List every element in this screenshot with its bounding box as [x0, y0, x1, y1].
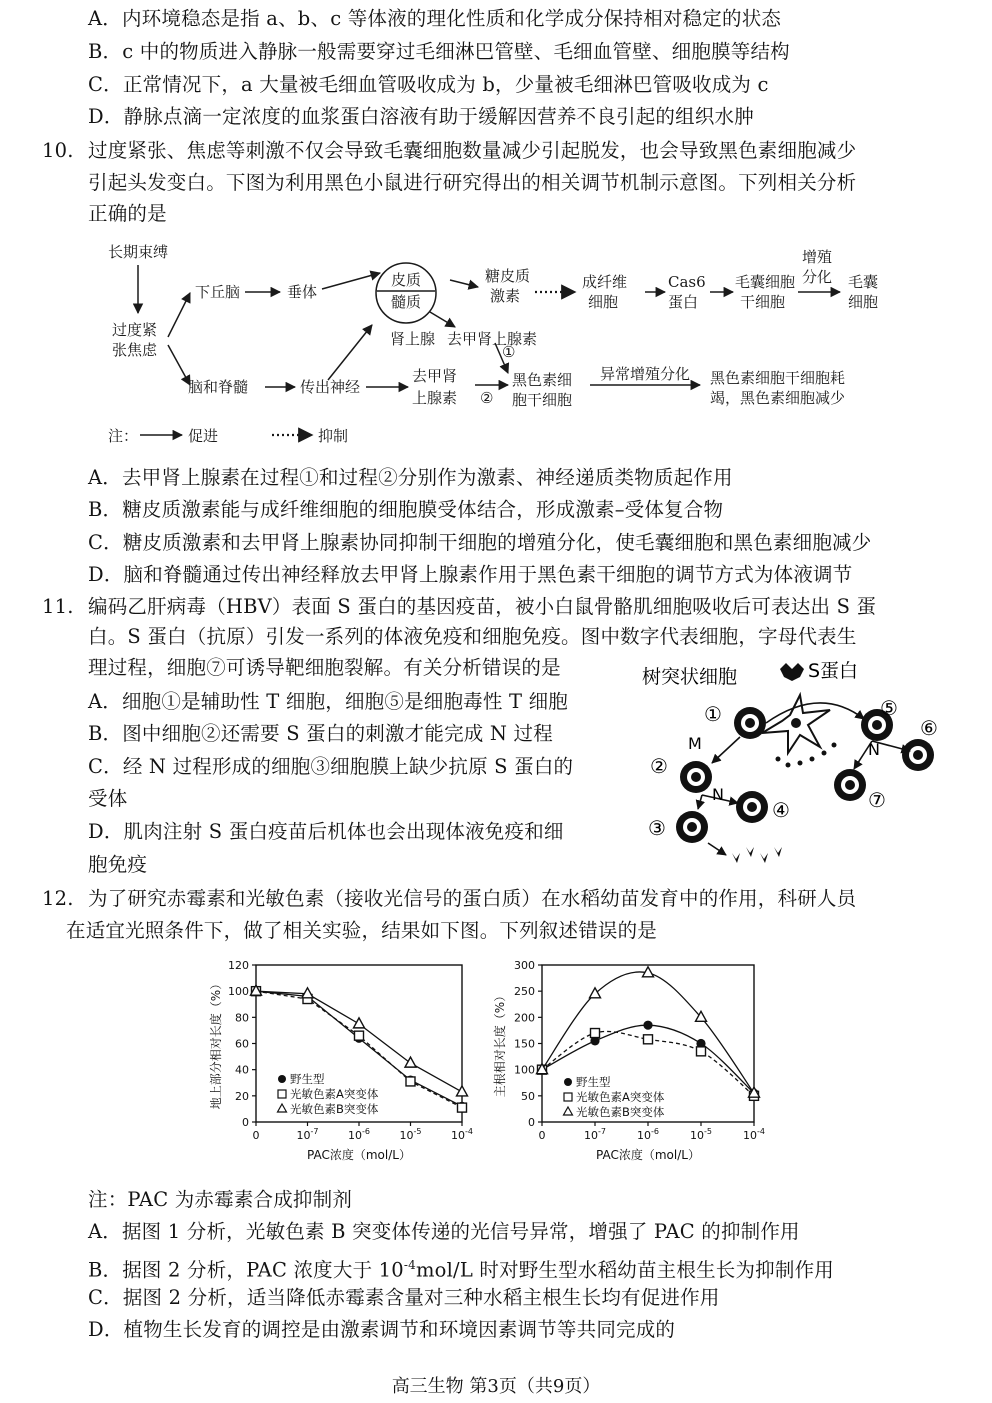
legend-marker-mutant-a — [278, 1090, 286, 1098]
legend-promote: 促进 — [188, 427, 219, 445]
q12-option-b-pre: B．据图 2 分析，PAC 浓度大于 10 — [88, 1258, 404, 1282]
cell-1-label: ① — [704, 702, 722, 726]
node-hair-2: 细胞 — [848, 293, 879, 311]
node-marker-1: ① — [502, 343, 516, 361]
y-tick-label: 300 — [514, 959, 535, 972]
node-fibroblast-2: 细胞 — [588, 293, 619, 311]
y-tick-label: 100 — [514, 1063, 535, 1077]
y-tick-label: 0 — [242, 1116, 249, 1129]
x-axis-label: PAC浓度（mol/L） — [596, 1148, 700, 1162]
q9-option-c: C．正常情况下，a 大量被毛细血管吸收成为 b，少量被毛细淋巴管吸收成为 c — [88, 73, 769, 96]
legend-label: 野生型 — [290, 1072, 325, 1086]
x-tick-label: $10^{-7}$ — [584, 1127, 606, 1142]
node-msc-2: 胞干细胞 — [512, 391, 573, 409]
node-hair-1: 毛囊 — [848, 273, 879, 291]
q10-stem-line1: 过度紧张、焦虑等刺激不仅会导致毛囊细胞数量减少引起脱发，也会导致黑色素细胞减少 — [88, 139, 857, 162]
q9-option-a: A．内环境稳态是指 a、b、c 等体液的理化性质和化学成分保持相对稳定的状态 — [88, 7, 782, 30]
legend-marker-mutant-a — [564, 1093, 572, 1101]
node-abnormal: 异常增殖分化 — [600, 365, 691, 383]
node-cas6-2: 蛋白 — [668, 293, 699, 311]
cell-2-label: ② — [650, 754, 668, 778]
node-fibroblast-1: 成纤维 — [582, 273, 628, 291]
q11-stem-line2: 白。S 蛋白（抗原）引发一系列的体液免疫和细胞免疫。图中数字代表细胞，字母代表生 — [88, 625, 857, 648]
q10-stem-line3: 正确的是 — [88, 202, 167, 225]
x-tick-label: $10^{-6}$ — [637, 1127, 659, 1142]
process-n-label-2: N — [868, 740, 880, 759]
q11-option-d-line1: D．肌肉注射 S 蛋白疫苗后机体也会出现体液免疫和细 — [88, 820, 564, 843]
cell-6 — [902, 739, 934, 771]
node-msc-1: 黑色素细 — [512, 371, 573, 389]
q10-option-d: D．脑和脊髓通过传出神经释放去甲肾上腺素作用于黑色素干细胞的调节方式为体液调节 — [88, 563, 853, 586]
data-point-mutant-a — [406, 1077, 415, 1086]
q11-option-b: B．图中细胞②还需要 S 蛋白的刺激才能完成 N 过程 — [88, 722, 553, 745]
q11-option-c-line1: C．经 N 过程形成的细胞③细胞膜上缺少抗原 S 蛋白的 — [88, 755, 574, 778]
x-tick-label: $10^{-4}$ — [451, 1127, 473, 1142]
q9-option-b: B．c 中的物质进入静脉一般需要穿过毛细淋巴管壁、毛细血管壁、细胞膜等结构 — [88, 40, 790, 63]
cell-1 — [734, 707, 766, 739]
legend-label: 野生型 — [576, 1075, 611, 1089]
node-nerve: 传出神经 — [300, 378, 361, 396]
q12-stem-line1: 为了研究赤霉素和光敏色素（接收光信号的蛋白质）在水稻幼苗发育中的作用，科研人员 — [88, 887, 857, 910]
x-tick-label: $10^{-7}$ — [296, 1127, 319, 1142]
data-point-wild — [643, 1021, 652, 1030]
legend-marker-mutant-b — [564, 1107, 573, 1115]
y-tick-label: 60 — [235, 1037, 249, 1051]
cell-3-label: ③ — [648, 816, 666, 840]
legend-marker-wild — [278, 1075, 286, 1083]
y-tick-label: 250 — [514, 985, 535, 999]
data-point-mutant-b — [354, 1018, 365, 1028]
q10-option-b: B．糖皮质激素能与成纤维细胞的细胞膜受体结合，形成激素–受体复合物 — [88, 498, 724, 521]
data-point-mutant-b — [590, 988, 601, 998]
node-cortisol-1: 糖皮质 — [485, 267, 531, 285]
data-point-mutant-a — [458, 1103, 467, 1112]
node-stress-1: 过度紧 — [112, 321, 158, 339]
q12-option-b-post: mol/L 时对野生型水稻幼苗主根生长为抑制作用 — [415, 1258, 834, 1282]
x-tick-label: $10^{-4}$ — [743, 1127, 765, 1142]
cell-4 — [736, 791, 768, 823]
node-prolif-1: 增殖 — [802, 248, 833, 266]
y-tick-label: 50 — [521, 1089, 535, 1103]
q12-option-d: D．植物生长发育的调控是由激素调节和环境因素调节等共同完成的 — [88, 1318, 676, 1341]
q12-stem-line2: 在适宜光照条件下，做了相关实验，结果如下图。下列叙述错误的是 — [66, 919, 658, 942]
legend-label: 光敏色素B突变体 — [290, 1102, 379, 1116]
legend-label: 光敏色素A突变体 — [290, 1087, 379, 1101]
chart-shoot-length — [208, 955, 484, 1173]
x-tick-label: $10^{-5}$ — [690, 1127, 712, 1142]
s-protein-label: S蛋白 — [808, 660, 859, 682]
node-pituitary: 垂体 — [287, 283, 318, 301]
process-n-label-1: N — [712, 785, 724, 804]
q12-option-b — [88, 1252, 834, 1284]
cell-3 — [676, 811, 708, 843]
node-medulla: 髓质 — [391, 293, 422, 311]
node-cas6-1: Cas6 — [668, 273, 706, 291]
node-exhaust-2: 竭，黑色素细胞减少 — [710, 389, 846, 407]
q9-option-d: D．静脉点滴一定浓度的血浆蛋白溶液有助于缓解因营养不良引起的组织水肿 — [88, 105, 754, 128]
y-tick-label: 80 — [235, 1011, 249, 1025]
chart-root-length — [492, 955, 792, 1173]
q12-option-c: C．据图 2 分析，适当降低赤霉素含量对三种水稻主根生长均有促进作用 — [88, 1286, 720, 1309]
q10-option-c: C．糖皮质激素和去甲肾上腺素协同抑制干细胞的增殖分化，使毛囊细胞和黑色素细胞减少 — [88, 531, 872, 554]
node-marker-2: ② — [480, 389, 494, 407]
y-tick-label: 0 — [528, 1116, 535, 1129]
node-ne-1: 去甲肾 — [412, 367, 458, 385]
q11-option-c-line2: 受体 — [88, 787, 128, 810]
x-tick-label: 0 — [538, 1129, 546, 1142]
s-protein-icon — [780, 663, 804, 681]
data-point-mutant-a — [644, 1035, 653, 1044]
page-footer: 高三生物 第3页（共9页） — [391, 1376, 601, 1397]
y-axis-label: 主根相对长度（%） — [493, 989, 507, 1098]
q12-option-a: A．据图 1 分析，光敏色素 B 突变体传递的光信号异常，增强了 PAC 的抑制作用 — [88, 1220, 800, 1243]
y-tick-label: 100 — [228, 985, 249, 999]
antibody-icons — [732, 847, 782, 863]
node-ne-2: 上腺素 — [412, 389, 458, 407]
node-cortex: 皮质 — [391, 271, 422, 289]
y-axis-label: 地上部分相对长度（%） — [209, 977, 223, 1110]
node-restraint: 长期束缚 — [108, 243, 169, 261]
cell-6-label: ⑥ — [920, 716, 938, 740]
cell-4-label: ④ — [772, 798, 790, 822]
node-exhaust-1: 黑色素细胞干细胞耗 — [710, 369, 846, 387]
legend-note: 注： — [108, 427, 139, 445]
y-tick-label: 40 — [235, 1063, 249, 1077]
data-point-mutant-b — [405, 1057, 416, 1067]
q11-immune-figure — [640, 655, 960, 870]
q10-stem-line2: 引起头发变白。下图为利用黑色小鼠进行研究得出的相关调节机制示意图。下列相关分析 — [88, 171, 857, 194]
data-point-mutant-b — [302, 988, 313, 998]
y-tick-label: 200 — [514, 1011, 535, 1025]
y-tick-label: 120 — [228, 959, 249, 972]
q12-note: 注：PAC 为赤霉素合成抑制剂 — [88, 1188, 353, 1211]
cell-5-label: ⑤ — [880, 696, 898, 720]
data-point-mutant-a — [591, 1029, 600, 1038]
process-m-label: M — [688, 734, 702, 753]
legend-label: 光敏色素A突变体 — [576, 1090, 665, 1104]
node-hfsc-2: 干细胞 — [740, 293, 786, 311]
q10-regulation-diagram — [90, 235, 910, 455]
q12-option-b-exponent: -4 — [403, 1258, 416, 1272]
node-cortisol-2: 激素 — [490, 287, 521, 305]
x-tick-label: $10^{-6}$ — [348, 1127, 370, 1142]
data-point-mutant-b — [457, 1086, 468, 1096]
node-prolif-2: 分化 — [802, 268, 833, 286]
x-tick-label: $10^{-5}$ — [399, 1127, 422, 1142]
node-brain: 脑和脊髓 — [188, 378, 249, 396]
q11-option-d-line2: 胞免疫 — [88, 853, 148, 876]
data-point-mutant-a — [697, 1047, 706, 1056]
cell-7-label: ⑦ — [868, 788, 886, 812]
q10-option-a: A．去甲肾上腺素在过程①和过程②分别作为激素、神经递质类物质起作用 — [88, 466, 733, 489]
node-stress-2: 张焦虑 — [112, 341, 158, 359]
node-ne-hormone: 去甲肾上腺素 — [447, 330, 538, 348]
q11-number: 11. — [42, 595, 74, 618]
data-point-mutant-a — [355, 1031, 364, 1040]
q11-stem-line1: 编码乙肝病毒（HBV）表面 S 蛋白的基因疫苗，被小白鼠骨骼肌细胞吸收后可表达出 S 蛋 — [88, 595, 877, 618]
y-tick-label: 20 — [235, 1089, 249, 1103]
legend-marker-wild — [564, 1078, 572, 1086]
x-axis-label: PAC浓度（mol/L） — [307, 1148, 411, 1162]
q10-number: 10. — [42, 139, 74, 162]
series-line-3 — [542, 972, 754, 1093]
legend-marker-mutant-b — [278, 1104, 287, 1112]
x-tick-label: 0 — [252, 1129, 260, 1142]
legend-inhibit: 抑制 — [318, 427, 349, 445]
q11-stem-line3: 理过程，细胞⑦可诱导靶细胞裂解。有关分析错误的是 — [88, 656, 561, 679]
q11-option-a: A．细胞①是辅助性 T 细胞，细胞⑤是细胞毒性 T 细胞 — [88, 690, 568, 713]
node-hypothalamus: 下丘脑 — [195, 283, 241, 301]
cell-2 — [680, 761, 712, 793]
node-adrenal: 肾上腺 — [390, 330, 436, 348]
y-tick-label: 150 — [514, 1037, 535, 1051]
dendritic-cell-label: 树突状细胞 — [642, 666, 738, 688]
node-hfsc-1: 毛囊细胞 — [735, 273, 796, 291]
cell-7 — [834, 769, 866, 801]
q12-number: 12. — [42, 887, 74, 910]
legend-label: 光敏色素B突变体 — [576, 1105, 665, 1119]
